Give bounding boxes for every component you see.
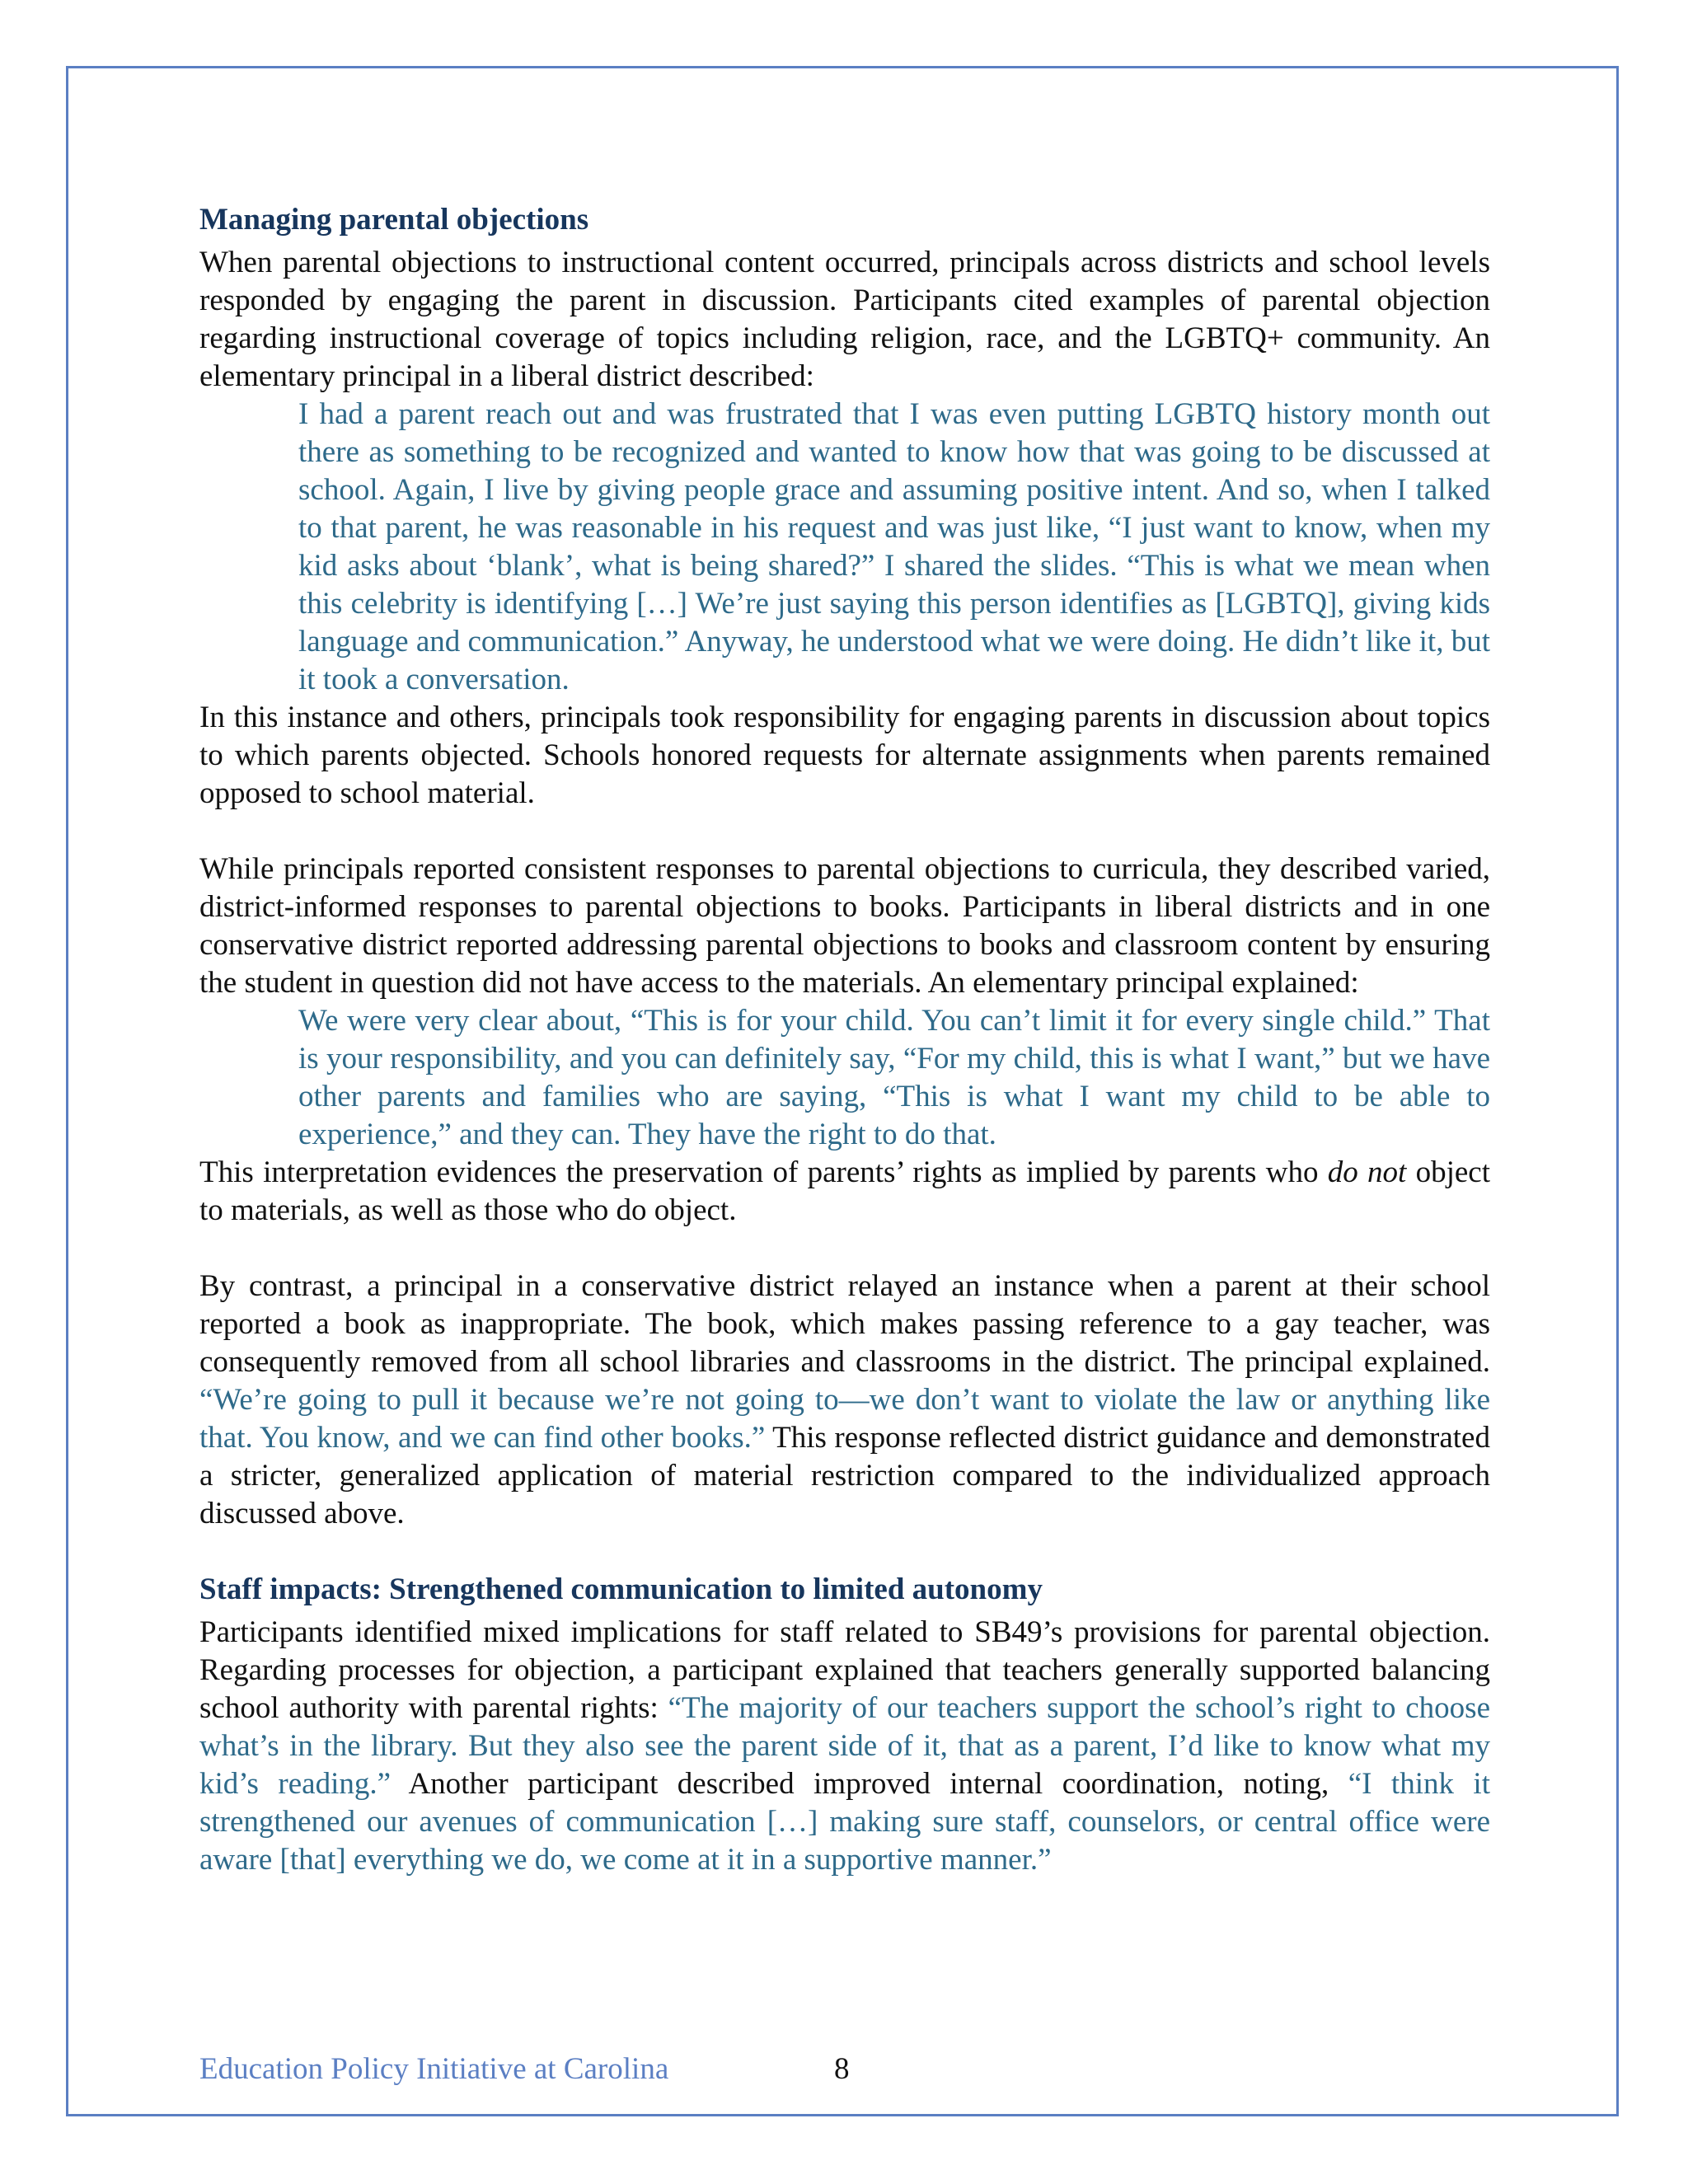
inline-quote-pull-book: “We’re going to pull it because we’re not going to—we don’t want to violate the law or anything like that. You know, and we can find other books.” [199,1383,1490,1455]
paragraph-intro: When parental objections to instructional content occurred, principals across districts and school levels responded by engaging the parent in discussion. Participants cited examples of parental objection regarding instructional coverage of topics including religion, race, and the LGBTQ+ community. An elementary principal in a liberal district described: [199,246,1490,393]
text-segment: This interpretation evidences the preservation of parents’ rights as implied by parents who [199,1155,1328,1189]
footer-organization: Education Policy Initiative at Carolina [199,2052,669,2086]
text-segment: This response reflected district guidance and demonstrated a stricter, generalized application of material restriction compared to the individualized approach discussed above. [199,1421,1490,1530]
paragraph-parents-rights [199,1154,1490,1230]
text-segment: By contrast, a principal in a conservative district relayed an instance when a parent at their school reported a book as inappropriate. The book, which makes passing reference to a gay teacher, was consequently removed from all school libraries and classrooms in the district. The principal explained. [199,1269,1490,1379]
document-body [199,201,1490,1879]
paragraph-gap [199,1230,1490,1268]
paragraph-gap [199,813,1490,851]
paragraph-staff-implications [199,1614,1490,1879]
page-number: 8 [834,2052,850,2086]
section-heading-staff-impacts: Staff impacts: Strengthened communication to limited autonomy [199,1572,1043,1606]
paragraph-gap [199,1533,1490,1571]
text-segment: object to materials, as well as those who do object. [199,1155,1491,1227]
text-segment: Another participant described improved internal coordination, noting, [391,1767,1348,1801]
paragraph-conservative-district [199,1268,1490,1533]
paragraph-principal-responsibility: In this instance and others, principals took responsibility for engaging parents in discussion about topics to which parents objected. Schools honored requests for alternate assignments when parents remained opposed to school material. [199,701,1490,810]
text-segment: Participants identified mixed implications for staff related to SB49’s provisions for parental objection. Regarding processes for objection, a participant explained that teachers generally supported balancing school authority with parental rights: [199,1615,1490,1725]
inline-quote-communication: “I think it strengthened our avenues of communication […] making sure staff, counselors, or central office were aware [that] everything we do, we come at it in a supportive manner.” [199,1767,1490,1877]
emphasis-do-not: do not [1327,1155,1407,1189]
section-heading-parental-objections: Managing parental objections [199,203,589,237]
paragraph-district-responses: While principals reported consistent responses to parental objections to curricula, they described varied, district-informed responses to parental objections to books. Participants in liberal districts and in one conservative district reported addressing parental objections to books and classroom content by ensuring the student in question did not have access to the materials. An elementary principal explained: [199,852,1490,1000]
block-quote-lgbtq-parent: I had a parent reach out and was frustrated that I was even putting LGBTQ history month out there as something to be recognized and wanted to know how that was going to be discussed at school. Again, I live by giving people grace and assuming positive intent. And so, when I talked to that parent, he was reasonable in his request and was just like, “I just want to know, when my kid asks about ‘blank’, what is being shared?” I shared the slides. “This is what we mean when this celebrity is identifying […] We’re just saying this person identifies as [LGBTQ], giving kids language and communication.” Anyway, he understood what we were doing. He didn’t like it, but it took a conversation. [298,397,1490,696]
inline-quote-teachers-support: “The majority of our teachers support the school’s right to choose what’s in the library. But they also see the parent side of it, that as a parent, I’d like to know what my kid’s reading.” [199,1691,1491,1801]
page-footer [199,2050,850,2088]
block-quote-your-child: We were very clear about, “This is for your child. You can’t limit it for every single child.” That is your responsibility, and you can definitely say, “For my child, this is what I want,” but we have other parents and families who are saying, “This is what I want my child to be able to experience,” and they can. They have the right to do that. [298,1004,1490,1151]
